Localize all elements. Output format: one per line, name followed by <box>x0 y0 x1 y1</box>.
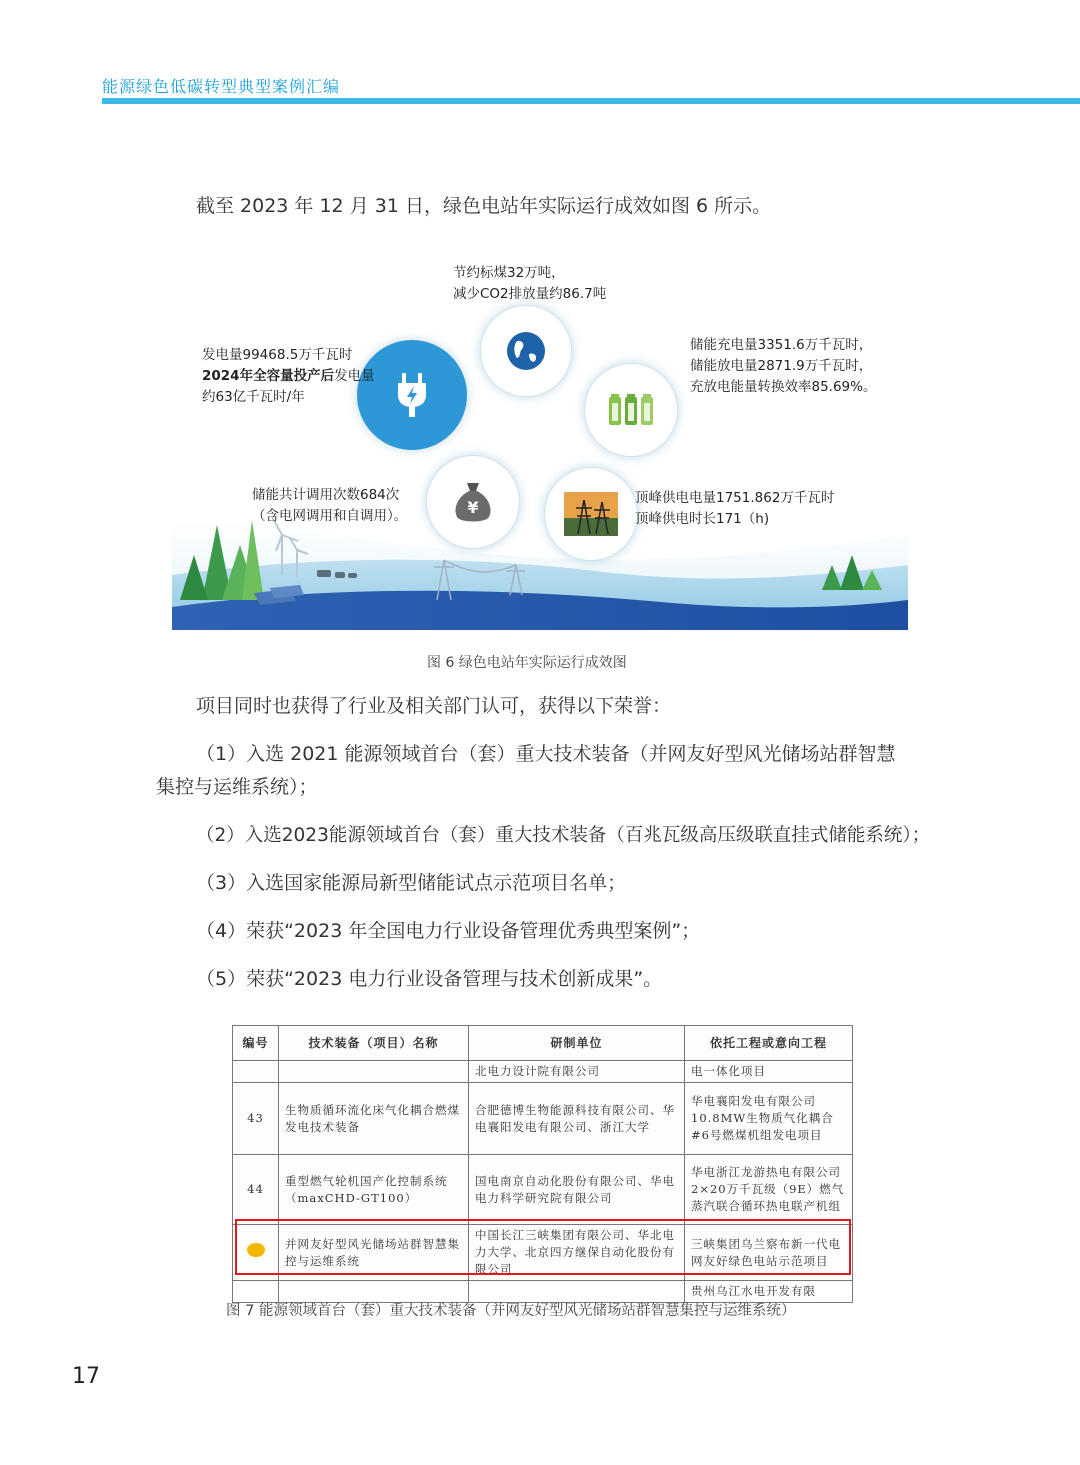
honor-2: （2）入选2023能源领域首台（套）重大技术装备（百兆瓦级高压级联直挂式储能系统）； <box>196 825 931 846</box>
cell-no: 44 <box>233 1155 279 1225</box>
cell-project: 三峡集团乌兰察布新一代电网友好绿色电站示范项目 <box>685 1225 853 1281</box>
cell-project: 华电浙江龙游热电有限公司2×20万千瓦级（9E）燃气蒸汽联合循环热电联产机组 <box>685 1155 853 1225</box>
plug-icon <box>392 371 432 419</box>
globe-circle <box>480 305 572 397</box>
stat-coal <box>453 263 606 305</box>
th-no: 编号 <box>233 1026 279 1061</box>
stat-peak-line2: 顶峰供电时长171（h) <box>635 511 770 527</box>
stat-dispatch <box>252 485 407 527</box>
cell <box>233 1061 279 1083</box>
cell-maker: 国电南京自动化股份有限公司、华电电力科学研究院有限公司 <box>469 1155 685 1225</box>
stat-storage <box>690 335 876 398</box>
figure-6 <box>172 255 908 635</box>
cell-maker: 合肥德博生物能源科技有限公司、华电襄阳发电有限公司、浙江大学 <box>469 1083 685 1155</box>
table-row <box>233 1061 853 1083</box>
cell-maker: 中国长江三峡集团有限公司、华北电力大学、北京四方继保自动化股份有限公司 <box>469 1225 685 1281</box>
th-name: 技术装备（项目）名称 <box>279 1026 469 1061</box>
battery-circle <box>584 363 678 457</box>
table-header-row <box>233 1026 853 1061</box>
stat-peak-line1: 顶峰供电电量1751.862万千瓦时 <box>635 490 835 506</box>
stat-coal-line2: 减少CO2排放量约86.7吨 <box>453 286 607 302</box>
cell-no: 43 <box>233 1083 279 1155</box>
table-row <box>233 1155 853 1225</box>
stat-dispatch-line2: （含电网调用和自调用）。 <box>252 508 408 524</box>
stat-gen-rest: 发电量 <box>334 368 375 384</box>
stat-store-line2: 储能放电量2871.9万千瓦时， <box>690 358 873 374</box>
cell: 北电力设计院有限公司 <box>469 1061 685 1083</box>
intro-paragraph: 截至 2023 年 12 月 31 日，绿色电站年实际运行成效如图 6 所示。 <box>196 195 772 217</box>
page-number: 17 <box>72 1364 100 1389</box>
stat-generation <box>202 345 375 408</box>
stat-gen-bold: 2024年全容量投产后 <box>202 368 335 384</box>
stat-peak <box>635 488 834 530</box>
honors-lead: 项目同时也获得了行业及相关部门认可，获得以下荣誉： <box>196 695 672 717</box>
cell-name: 生物质循环流化床气化耦合燃煤发电技术装备 <box>279 1083 469 1155</box>
stat-gen-line2 <box>202 366 375 387</box>
header-rule <box>102 98 1080 104</box>
stat-gen-line3: 约63亿千瓦时/年 <box>202 389 305 405</box>
honor-3: （3）入选国家能源局新型储能试点示范项目名单； <box>196 872 627 894</box>
cell <box>279 1061 469 1083</box>
cell: 电一体化项目 <box>685 1061 853 1083</box>
running-header: 能源绿色低碳转型典型案例汇编 <box>102 77 341 96</box>
honor-5: （5）荣获“2023 电力行业设备管理与技术创新成果”。 <box>196 968 663 990</box>
highlight-box <box>235 1219 851 1275</box>
globe-icon <box>505 330 547 372</box>
table-row <box>233 1083 853 1155</box>
th-maker: 研制单位 <box>469 1026 685 1061</box>
stat-gen-line1: 发电量99468.5万千瓦时 <box>202 347 353 363</box>
cell-name: 重型燃气轮机国产化控制系统（maxCHD-GT100） <box>279 1155 469 1225</box>
battery-icon <box>607 393 655 427</box>
figure-7-caption: 图 7 能源领域首台（套）重大技术装备（并网友好型风光储场站群智慧集控与运维系统） <box>226 1303 796 1319</box>
stat-dispatch-line1: 储能共计调用次数684次 <box>252 487 400 503</box>
figure-6-caption: 图 6 绿色电站年实际运行成效图 <box>427 655 627 671</box>
honor-1-line2: 集控与运维系统）； <box>156 776 318 798</box>
cell-name: 并网友好型风光储场站群智慧集控与运维系统 <box>279 1225 469 1281</box>
tower-circle <box>544 467 638 561</box>
cell-project: 华电襄阳发电有限公司10.8MW生物质气化耦合#6号燃煤机组发电项目 <box>685 1083 853 1155</box>
stat-store-line3: 充放电能量转换效率85.69%。 <box>690 379 877 395</box>
money-symbol: ¥ <box>467 498 479 517</box>
money-circle <box>426 455 520 549</box>
honor-1-line1: （1）入选 2021 能源领域首台（套）重大技术装备（并网友好型风光储场站群智慧 <box>196 743 896 765</box>
stat-coal-line1: 节约标煤32万吨， <box>453 265 565 281</box>
money-bag-icon <box>449 479 497 525</box>
stat-store-line1: 储能充电量3351.6万千瓦时， <box>690 337 873 353</box>
th-project: 依托工程或意向工程 <box>685 1026 853 1061</box>
cell-project: 贵州乌江水电开发有限 <box>685 1281 853 1303</box>
power-tower-icon <box>564 492 618 536</box>
honor-4: （4）荣获“2023 年全国电力行业设备管理优秀典型案例”； <box>196 920 701 942</box>
